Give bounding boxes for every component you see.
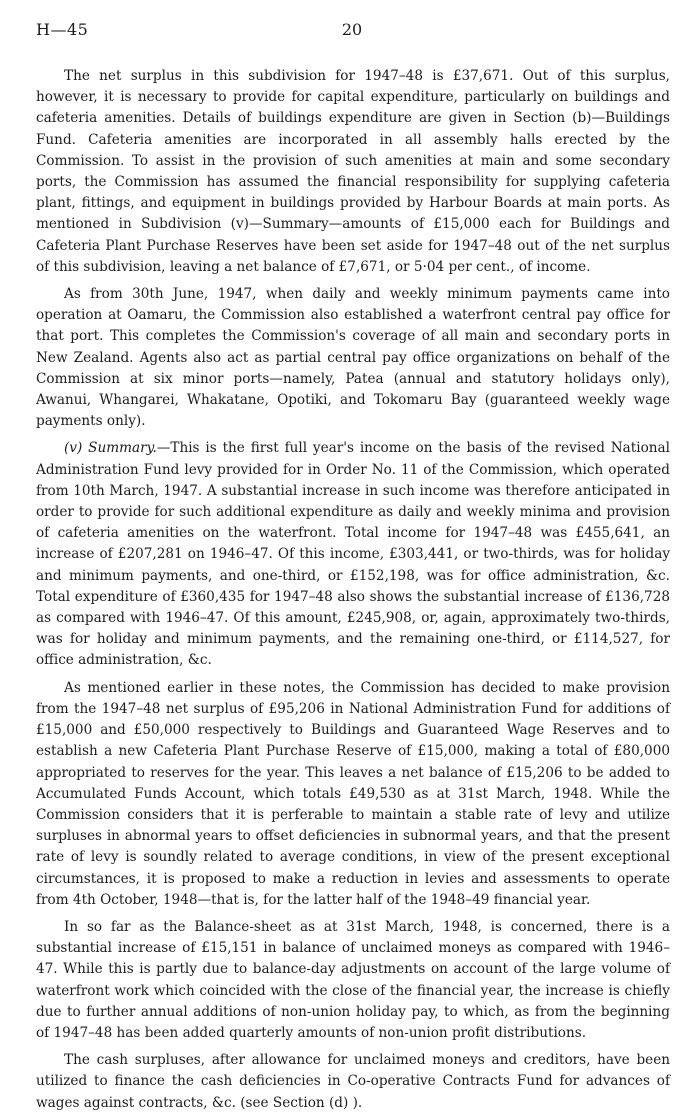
paragraph-cash-surpluses: The cash surpluses, after allowance for unclaimed moneys and creditors, have been utilized to finance the cash deficiencies in Co-operative Contracts Fund for advances of wages against contracts, &c. (see Section (d) ). bbox=[36, 1052, 670, 1111]
paragraph-buildings-cafeteria: The net surplus in this subdivision for 1947–48 is £37,671. Out of this surplus, however, it is necessary to provide for capital expenditure, particularly on buildings and cafeteria amenities. Details of buildings expenditure are given in Section (b)—Buildings Fund. Cafeteria amenities are incorporated in all assembly halls erected by the Commission. To assist in the provision of such amenities at main and some secondary ports, the Commission has assumed the financial responsibility for supplying cafeteria plant, fittings, and equipment in buildings provided by Harbour Boards at main ports. As mentioned in Subdivision (v)—Summary—amounts of £15,000 each for Buildings and Cafeteria Plant Purchase Reserves have been set aside for 1947–48 out of the net surplus of this subdivision, leaving a net balance of £7,671, or 5·04 per cent., of income. bbox=[36, 68, 670, 275]
paragraph-surplus-provision: As mentioned earlier in these notes, the Commission has decided to make provision from the 1947–48 net surplus of £95,206 in National Administration Fund for additions of £15,000 and £50,000 respectively to Buildings and Guaranteed Wage Reserves and to establish a new Cafeteria Plant Purchase Reserve of £15,000, making a total of £80,000 appropriated to reserves for the year. This leaves a net balance of £15,206 to be added to Accumulated Funds Account, which totals £49,530 as at 31st March, 1948. While the Commission considers that it is perferable to maintain a stable rate of levy and utilize surpluses in abnormal years to offset deficiencies in subnormal years, and that the present rate of levy is soundly related to average conditions, in view of the present exceptional circumstances, it is proposed to make a reduction in levies and assessments to operate from 4th October, 1948—that is, for the latter half of the 1948–49 financial year. bbox=[36, 679, 670, 908]
document-reference: H—45 bbox=[36, 20, 89, 39]
paragraph-balance-sheet: In so far as the Balance-sheet as at 31st March, 1948, is concerned, there is a substantial increase of £15,151 in balance of unclaimed moneys as compared with 1946–47. While this is partly due to balance-day adjustments on account of the large volume of waterfront work which coincided with the close of the financial year, the increase is chiefly due to further annual additions of non-union holiday pay, to which, as from the beginning of 1947–48 has been added quarterly amounts of non-union profit distributions. bbox=[36, 918, 670, 1041]
body-text bbox=[36, 66, 670, 1120]
page-number: 20 bbox=[341, 20, 363, 39]
paragraph-oamaru-pay-office: As from 30th June, 1947, when daily and weekly minimum payments came into operation at Oamaru, the Commission also established a waterfront central pay office for that port. This completes the Commission's coverage of all main and secondary ports in New Zealand. Agents also act as partial central pay office organizations on behalf of the Commission at six minor ports—namely, Patea (annual and statutory holidays only), Awanui, Whangarei, Whakatane, Opotiki, and Tokomaru Bay (guaranteed weekly wage payments only). bbox=[36, 286, 670, 430]
paragraph-summary bbox=[36, 438, 670, 671]
summary-heading: (v) Summary. bbox=[64, 440, 157, 457]
page-header bbox=[36, 20, 668, 44]
summary-text: —This is the first full year's income on the basis of the revised National Administration Fund levy provided for in Order No. 11 of the Commission, which operated from 10th March, 1947. A substantial increase in such income was therefore anticipated in order to provide for such additional expenditure as daily and weekly minima and provision of cafeteria amenities on the waterfront. Total income for 1947–48 was £455,641, an increase of £207,281 on 1946–47. Of this income, £303,441, or two-thirds, was for holiday and minimum payments, and one-third, or £152,198, was for office administration, &c. Total expenditure of £360,435 for 1947–48 also shows the substantial increase of £136,728 as compared with 1946–47. Of this amount, £245,908, or, again, approximately two-thirds, was for holiday and minimum payments, and the remaining one-third, or £114,527, for office administration, &c. bbox=[36, 440, 670, 669]
